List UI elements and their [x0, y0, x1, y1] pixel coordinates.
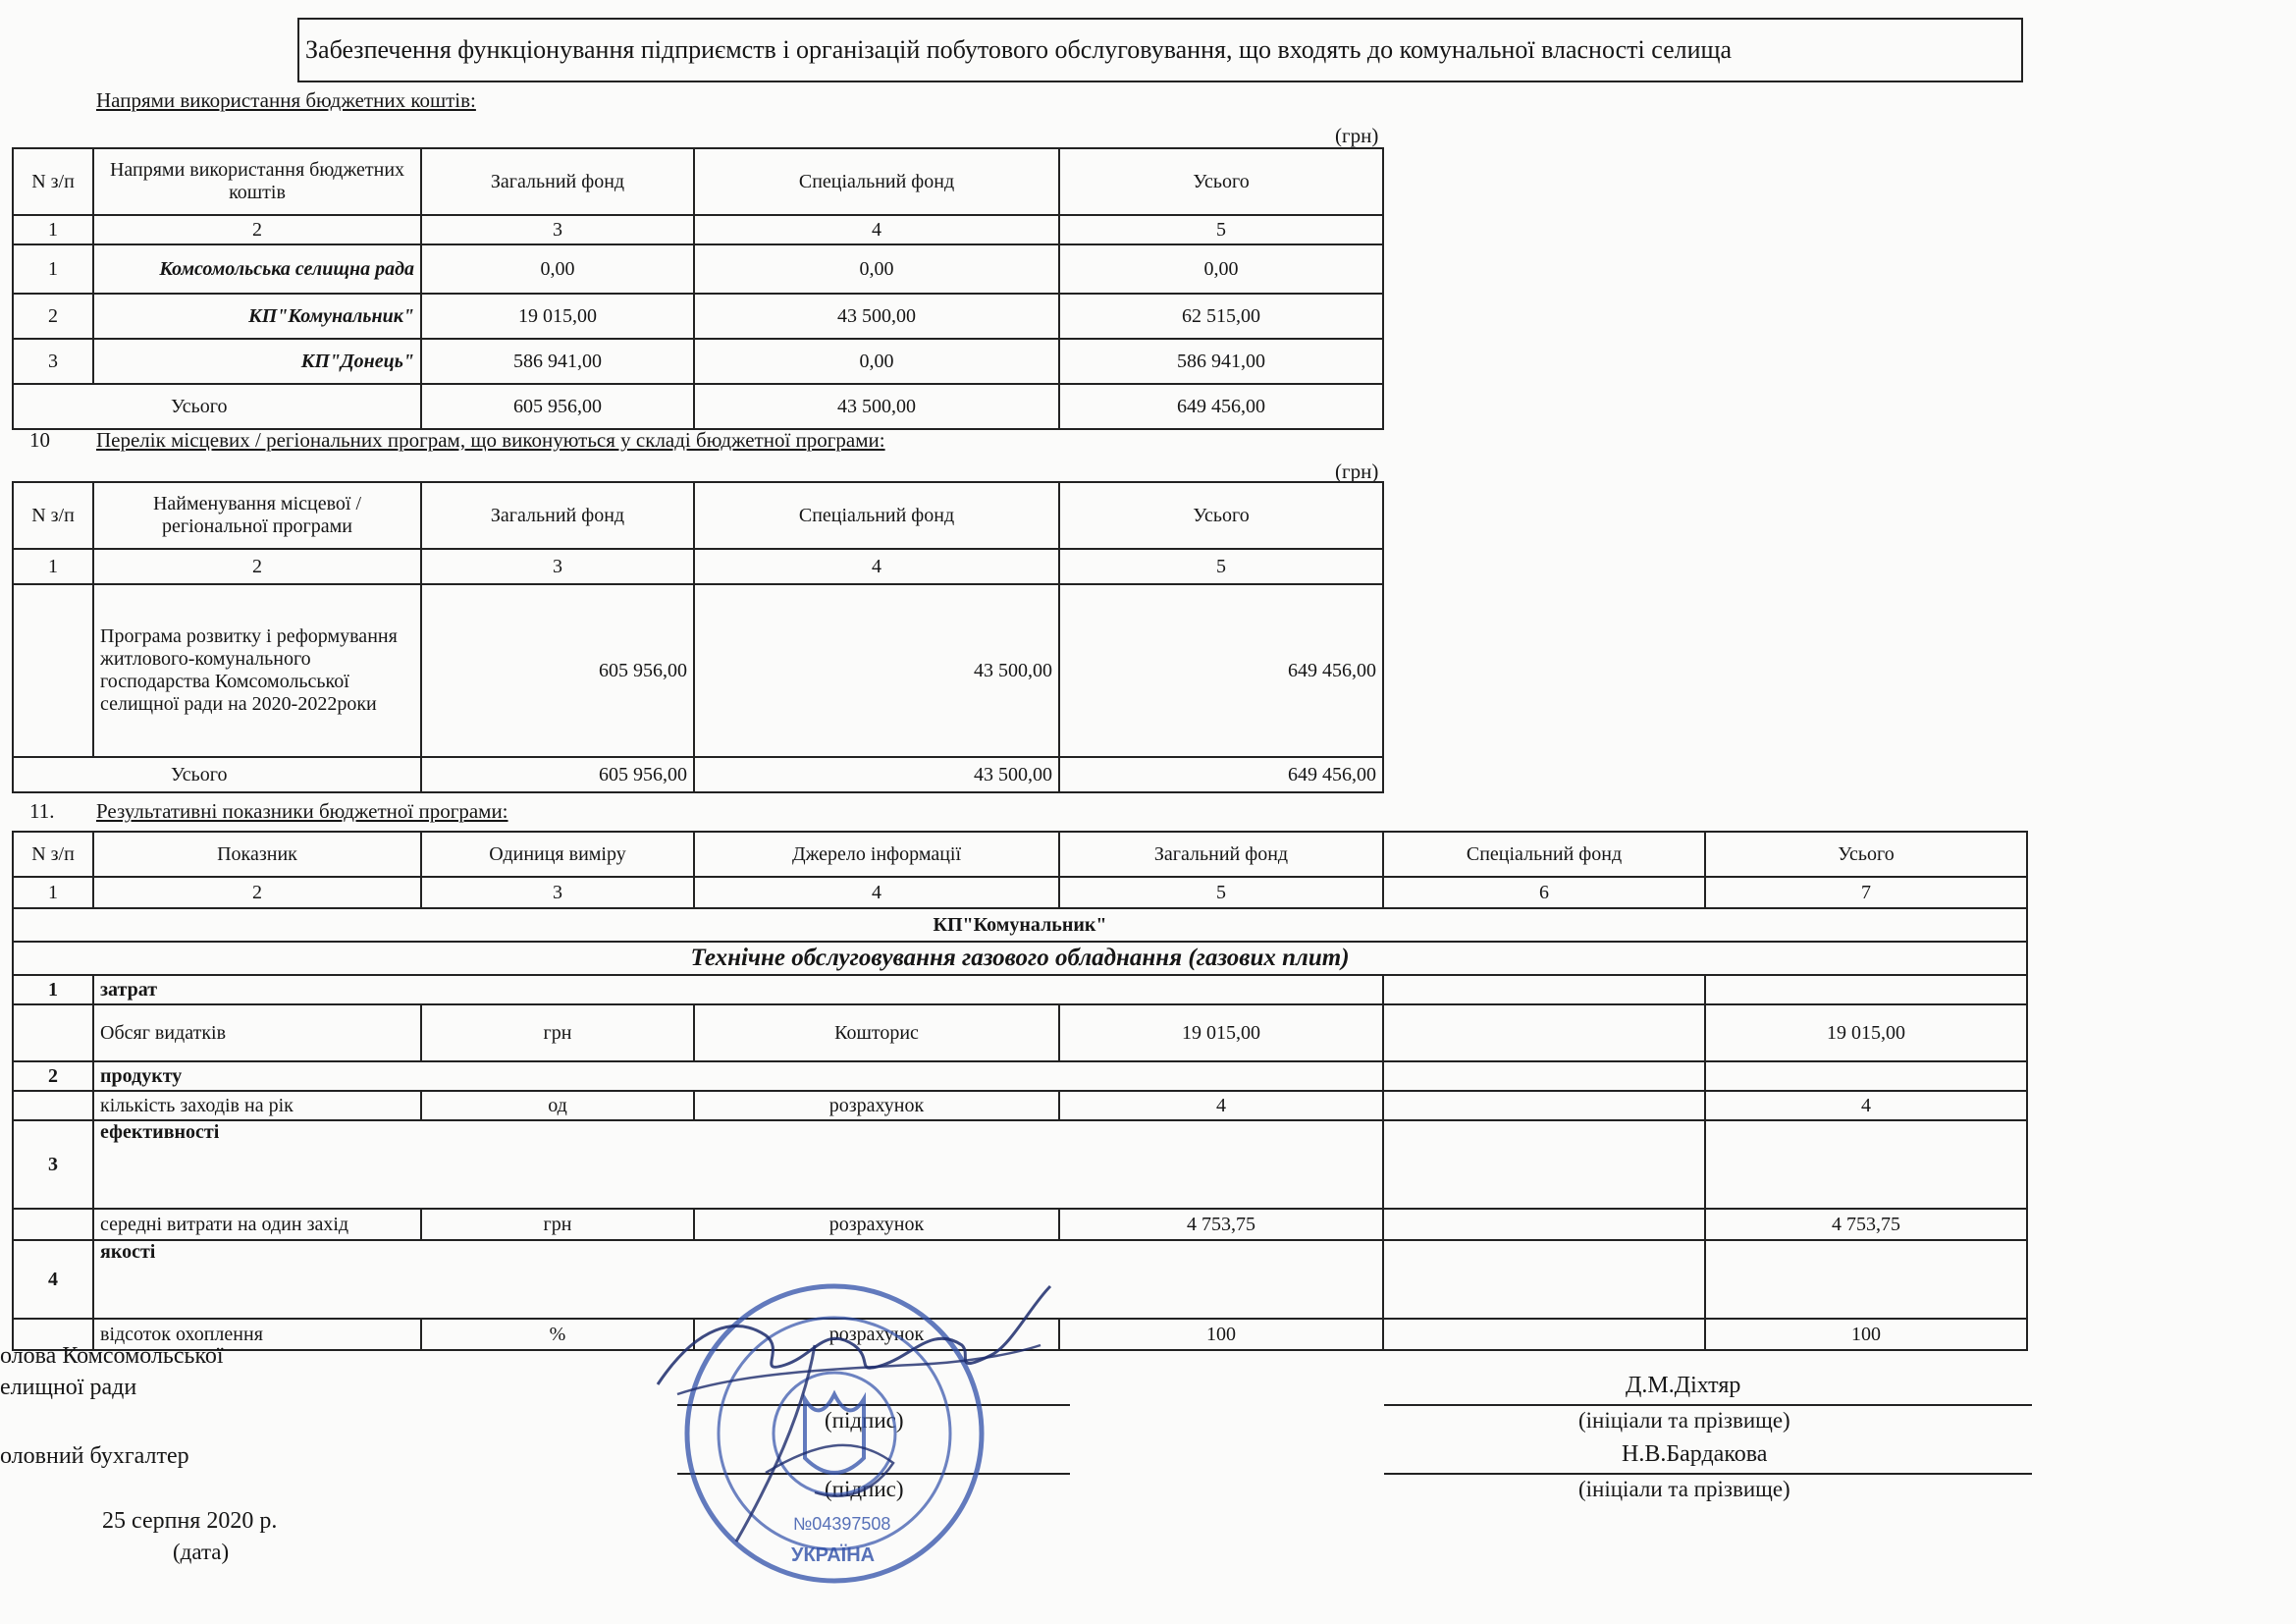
col-number: 1 [13, 877, 93, 908]
col-number: 7 [1705, 877, 2027, 908]
row-special: 0,00 [694, 339, 1059, 384]
total-total: 649 456,00 [1059, 757, 1383, 792]
indicator-total: 100 [1705, 1319, 2027, 1350]
row-total: 0,00 [1059, 244, 1383, 294]
table-row [13, 584, 1383, 757]
group-num: 1 [13, 975, 93, 1004]
header-special-fund: Спеціальний фонд [694, 482, 1059, 549]
header-total: Усього [1705, 832, 2027, 877]
group-row [13, 1061, 2027, 1091]
col-number: 5 [1059, 549, 1383, 584]
section10-heading: Перелік місцевих / регіональних програм, що виконуються у складі бюджетної програми: [96, 428, 885, 452]
header-program: Найменування місцевої / регіональної програми [93, 482, 421, 549]
group-row [13, 975, 2027, 1004]
indicator-name: кількість заходів на рік [93, 1091, 421, 1120]
indicator-special [1383, 1319, 1705, 1350]
row-num: 2 [13, 294, 93, 339]
row-special: 43 500,00 [694, 294, 1059, 339]
group-name: якості [93, 1240, 421, 1319]
indicator-name: Обсяг видатків [93, 1004, 421, 1061]
header-general-fund: Загальний фонд [421, 482, 694, 549]
indicator-special [1383, 1209, 1705, 1240]
indicator-general: 100 [1059, 1319, 1383, 1350]
indicator-total: 19 015,00 [1705, 1004, 2027, 1061]
col-number: 3 [421, 877, 694, 908]
row-total: 649 456,00 [1059, 584, 1383, 757]
indicator-unit: % [421, 1319, 694, 1350]
accountant-signature-label: (підпис) [825, 1477, 904, 1501]
header-num: N з/п [13, 832, 93, 877]
total-label: Усього [13, 384, 421, 429]
indicator-total: 4 753,75 [1705, 1209, 2027, 1240]
group-num: 3 [13, 1120, 93, 1209]
row-num: 3 [13, 339, 93, 384]
table-row [13, 244, 1383, 294]
total-row [13, 757, 1383, 792]
header-total: Усього [1059, 482, 1383, 549]
head-name-line [1384, 1404, 2032, 1406]
indicator-source: розрахунок [694, 1091, 1059, 1120]
indicator-general: 19 015,00 [1059, 1004, 1383, 1061]
total-row [13, 384, 1383, 429]
indicator-special [1383, 1004, 1705, 1061]
col-number: 5 [1059, 877, 1383, 908]
header-total: Усього [1059, 148, 1383, 215]
header-general-fund: Загальний фонд [421, 148, 694, 215]
header-direction: Напрями використання бюджетних коштів [93, 148, 421, 215]
row-num [13, 584, 93, 757]
col-number: 1 [13, 549, 93, 584]
indicator-general: 4 [1059, 1091, 1383, 1120]
indicator-name: відсоток охоплення [93, 1319, 421, 1350]
total-special: 43 500,00 [694, 384, 1059, 429]
stamp-number: №04397508 [793, 1514, 891, 1534]
indicator-source: розрахунок [694, 1319, 1059, 1350]
indicator-source: Кошторис [694, 1004, 1059, 1061]
group-row [13, 1120, 2027, 1209]
col-number: 4 [694, 215, 1059, 244]
col-number: 2 [93, 215, 421, 244]
group-name: продукту [93, 1061, 421, 1091]
date-label: (дата) [173, 1540, 230, 1564]
indicator-name: середні витрати на один захід [93, 1209, 421, 1240]
head-signature-label: (підпис) [825, 1408, 904, 1433]
table-row [13, 1004, 2027, 1061]
header-source: Джерело інформації [694, 832, 1059, 877]
budget-directions-table [12, 147, 1384, 430]
header-special-fund: Спеціальний фонд [1383, 832, 1705, 877]
accountant-initials-label: (ініціали та прізвище) [1578, 1477, 1790, 1501]
row-special: 0,00 [694, 244, 1059, 294]
col-number: 3 [421, 215, 694, 244]
document-title-text: Забезпечення функціонування підприємств і організацій побутового обслуговування, що входять до комунальної власності селища [305, 35, 1733, 64]
col-number: 2 [93, 877, 421, 908]
row-general: 19 015,00 [421, 294, 694, 339]
table-row [13, 339, 1383, 384]
section11-number: 11. [29, 799, 55, 823]
accountant-title: оловний бухгалтер [0, 1443, 189, 1469]
header-special-fund: Спеціальний фонд [694, 148, 1059, 215]
row-name: КП"Комунальник" [93, 294, 421, 339]
row-name: Комсомольська селищна рада [93, 244, 421, 294]
col-number: 2 [93, 549, 421, 584]
col-number: 6 [1383, 877, 1705, 908]
total-total: 649 456,00 [1059, 384, 1383, 429]
header-num: N з/п [13, 482, 93, 549]
section9-heading: Напрями використання бюджетних коштів: [96, 88, 476, 112]
indicator-unit: од [421, 1091, 694, 1120]
signing-date: 25 серпня 2020 р. [102, 1508, 278, 1534]
table-row [13, 1091, 2027, 1120]
group-num: 4 [13, 1240, 93, 1319]
row-total: 586 941,00 [1059, 339, 1383, 384]
accountant-name: Н.В.Бардакова [1622, 1441, 1768, 1467]
header-unit: Одиниця виміру [421, 832, 694, 877]
head-title-line1: олова Комсомольської [0, 1343, 224, 1369]
total-special: 43 500,00 [694, 757, 1059, 792]
indicator-total: 4 [1705, 1091, 2027, 1120]
header-general-fund: Загальний фонд [1059, 832, 1383, 877]
head-title-line2: елищної ради [0, 1375, 137, 1400]
row-num: 1 [13, 244, 93, 294]
group-name: ефективності [93, 1120, 421, 1209]
indicator-general: 4 753,75 [1059, 1209, 1383, 1240]
indicator-special [1383, 1091, 1705, 1120]
head-name: Д.М.Діхтяр [1626, 1373, 1741, 1398]
col-number: 4 [694, 877, 1059, 908]
head-initials-label: (ініціали та прізвище) [1578, 1408, 1790, 1433]
program-name: Програма розвитку і реформування житлового-комунального господарства Комсомольської селищної ради на 2020-2022роки [93, 584, 421, 757]
row-name: КП"Донець" [93, 339, 421, 384]
header-indicator: Показник [93, 832, 421, 877]
indicator-source: розрахунок [694, 1209, 1059, 1240]
section11-heading: Результативні показники бюджетної програми: [96, 799, 508, 823]
programs-table [12, 481, 1384, 793]
col-number: 4 [694, 549, 1059, 584]
total-label: Усього [13, 757, 421, 792]
total-general: 605 956,00 [421, 384, 694, 429]
indicator-unit: грн [421, 1004, 694, 1061]
document-title [297, 18, 2023, 82]
task-row: Технічне обслуговування газового обладнання (газових плит) [13, 942, 2027, 975]
row-total: 62 515,00 [1059, 294, 1383, 339]
row-special: 43 500,00 [694, 584, 1059, 757]
row-general: 605 956,00 [421, 584, 694, 757]
row-general: 0,00 [421, 244, 694, 294]
row-general: 586 941,00 [421, 339, 694, 384]
group-name: затрат [93, 975, 421, 1004]
accountant-name-line [1384, 1473, 2032, 1475]
col-number: 5 [1059, 215, 1383, 244]
total-general: 605 956,00 [421, 757, 694, 792]
table-row [13, 1209, 2027, 1240]
col-number: 1 [13, 215, 93, 244]
stamp-country: УКРАЇНА [791, 1544, 876, 1566]
organization-row: КП"Комунальник" [13, 908, 2027, 942]
section10-unit: (грн) [1335, 460, 1379, 483]
indicator-unit: грн [421, 1209, 694, 1240]
col-number: 3 [421, 549, 694, 584]
header-num: N з/п [13, 148, 93, 215]
section9-unit: (грн) [1335, 124, 1379, 147]
handwritten-signature-icon [618, 1267, 1070, 1561]
group-num: 2 [13, 1061, 93, 1091]
section10-number: 10 [29, 428, 50, 452]
table-row [13, 294, 1383, 339]
